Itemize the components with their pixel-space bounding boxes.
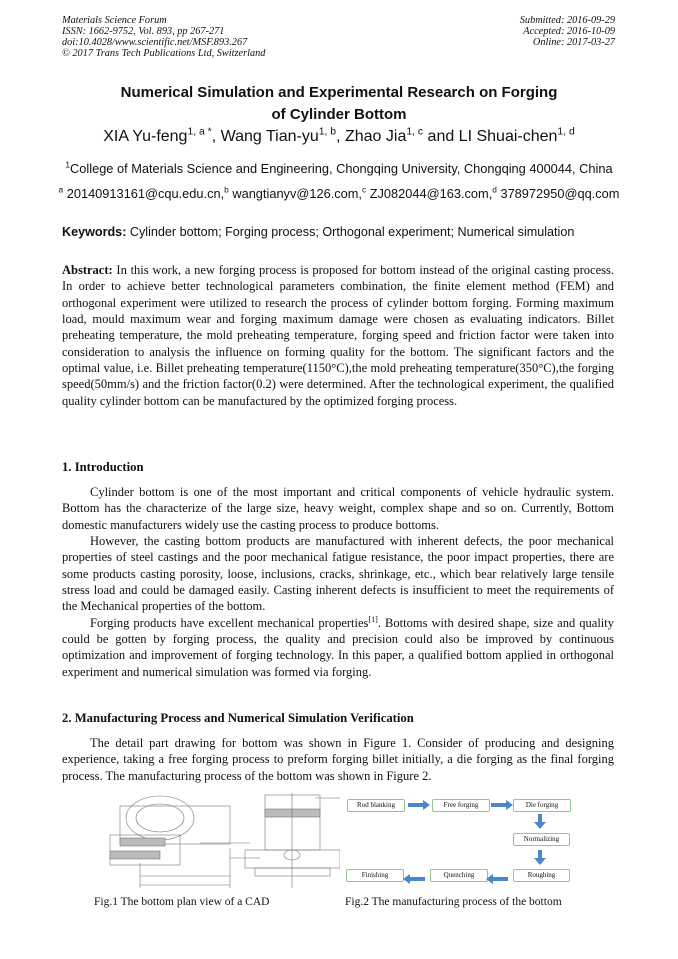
section-heading-introduction: 1. Introduction (62, 460, 144, 474)
email: ZJ082044@163.com, (366, 186, 493, 201)
author: and LI Shuai-chen (423, 128, 558, 145)
dates-header (520, 15, 615, 48)
flow-step-roughing: Roughing (513, 869, 570, 882)
arrow-left-icon (403, 874, 425, 884)
affiliation-sup: 1 (65, 159, 71, 170)
arrow-left-icon (486, 874, 508, 884)
author-sup: 1, c (406, 126, 424, 138)
introduction-body (62, 484, 614, 680)
abstract-text: In this work, a new forging process is proposed for bottom instead of the original casting process. In order to achieve better technological parameters combination, the finite element method (FEM) and orthogonal experiment were utilized to research the process of cylinder bottom forging. Forming maximum load, mould maximum wear and forging maximum damage were chosen as evaluating indicators. Billet preheating temperature, the mold preheating temperature, forging speed and friction factor were taken into consideration to analysis the influence on forming quality for the bottom. The significant factors and the optimal value, i.e. Billet preheating temperature(1150°C),the mold preheating temperature(350°C),the forging speed(50mm/s) and the friction factor(0.2) were determined. After the technological experiment, the qualified quality cylinder bottom can be manufactured by the optimized forging process. (62, 263, 614, 408)
section-heading-manufacturing: 2. Manufacturing Process and Numerical Simulation Verification (62, 711, 414, 725)
author: , Zhao Jia (336, 128, 407, 145)
manufacturing-body (62, 735, 614, 784)
abstract (62, 262, 614, 409)
journal-header (62, 15, 265, 59)
affiliation (0, 161, 678, 176)
flow-step-normalizing: Normalizing (513, 833, 570, 846)
author: XIA Yu-feng (103, 128, 188, 145)
arrow-down-icon (534, 814, 546, 829)
author-sup: 1, a * (187, 126, 212, 138)
flow-step-free-forging: Free forging (432, 799, 490, 812)
doi: doi:10.4028/www.scientific.net/MSF.893.267 (62, 37, 248, 48)
flow-step-rod-blanking: Rod blanking (347, 799, 405, 812)
flow-step-die-forging: Die forging (513, 799, 571, 812)
figure-1-cad-drawing (100, 793, 340, 893)
paragraph (62, 615, 614, 680)
keywords-text: Cylinder bottom; Forging process; Orthogonal experiment; Numerical simulation (126, 225, 575, 239)
affiliation-text: College of Materials Science and Engineering, Chongqing University, Chongqing 400044, China (70, 161, 613, 176)
keywords-label: Keywords: (62, 225, 127, 239)
arrow-down-icon (534, 850, 546, 865)
keywords (62, 225, 574, 239)
email-sup: a (58, 184, 64, 195)
email: 378972950@qq.com (496, 186, 620, 201)
authors (0, 128, 678, 146)
email-sup: b (224, 184, 229, 195)
title-line-1: Numerical Simulation and Experimental Research on Forging (120, 84, 558, 101)
citation: [1] (368, 614, 378, 624)
figure-2-caption: Fig.2 The manufacturing process of the bottom (345, 896, 562, 908)
arrow-right-icon (408, 800, 430, 810)
text: . Bottoms with desired shape, size and quality could be gotten by forging process, the quality and precision could also be improved by continuous optimization and improvement of forging technology. In this paper, a qualified bottom applied in orthogonal experiment and numerical simulation was formed via forging. (62, 615, 614, 679)
abstract-label: Abstract: (62, 263, 113, 277)
paragraph: However, the casting bottom products are manufactured with inherent defects, the poor mechanical properties of steel castings and the poor mechanical fatigue resistance, the poor impact properties, there are some products casting porosity, loose, inclusions, cracks, shrinkage, etc., which bear relatively large tensile stress load and could be damaged easily. Casting inherent defects is insufficient to meet the requirements of the Mechanical properties of the bottom. (62, 534, 614, 614)
emails (0, 186, 678, 201)
issn: ISSN: 1662-9752, Vol. 893, pp 267-271 (62, 26, 225, 37)
author-sup: 1, d (557, 126, 575, 138)
title-line-2: of Cylinder Bottom (271, 106, 407, 123)
figure-1-caption: Fig.1 The bottom plan view of a CAD (94, 896, 270, 908)
email-sup: d (492, 184, 497, 195)
arrow-right-icon (491, 800, 513, 810)
flow-step-finishing: Finishing (346, 869, 404, 882)
text: Forging products have excellent mechanical properties (90, 615, 369, 630)
submitted-date: Submitted: 2016-09-29 (519, 15, 615, 26)
online-date: Online: 2017-03-27 (532, 37, 615, 48)
journal-name: Materials Science Forum (62, 15, 167, 26)
email: wangtianyv@126.com, (228, 186, 362, 201)
email: 20140913161@cqu.edu.cn, (63, 186, 225, 201)
paper-title (0, 82, 678, 126)
flowchart-arrows (340, 795, 580, 890)
accepted-date: Accepted: 2016-10-09 (523, 26, 615, 37)
author-sup: 1, b (318, 126, 337, 138)
flow-step-quenching: Quenching (430, 869, 488, 882)
paragraph: The detail part drawing for bottom was shown in Figure 1. Consider of producing and designing experience, taking a free forging process to preform forging billet initially, a die forging as the final forging process. The manufacturing process of the bottom was shown in Figure 2. (62, 736, 614, 783)
copyright: © 2017 Trans Tech Publications Ltd, Switzerland (62, 48, 266, 59)
email-sup: c (362, 184, 367, 195)
author: , Wang Tian-yu (211, 128, 319, 145)
paragraph: Cylinder bottom is one of the most important and critical components of vehicle hydraulic system. Bottom has the characterize of the large size, heavy weight, complex shape and so on. Currently, Bottom domestic manufacturers widely use the casting process to produce bottoms. (62, 485, 614, 532)
